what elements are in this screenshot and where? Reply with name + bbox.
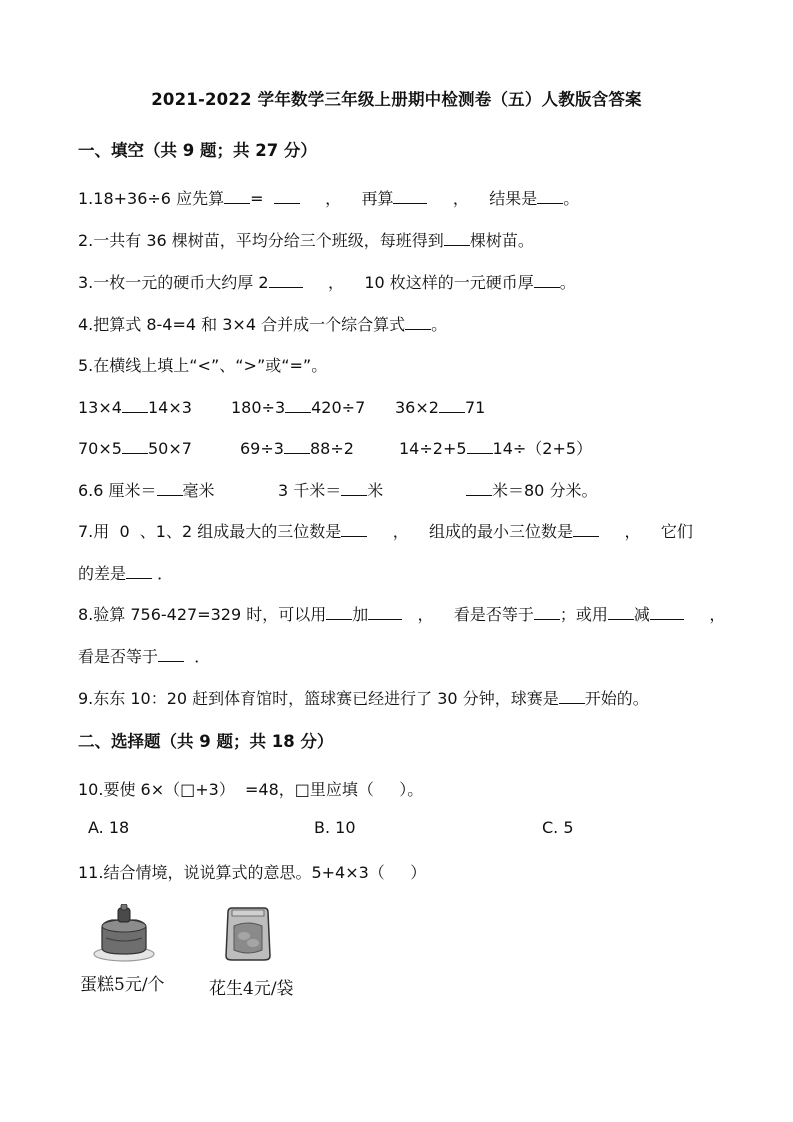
answer-blank[interactable]: [285, 395, 311, 413]
question-3: [78, 270, 576, 293]
q1-text-b: =: [250, 189, 264, 208]
compare-right: 14×3: [147, 398, 192, 417]
compare-item: [399, 436, 592, 459]
option-c[interactable]: C. 5: [542, 818, 574, 837]
question-9: [78, 686, 649, 709]
question-11: 11.结合情境，说说算式的意思。5+4×3（ ）: [78, 863, 427, 882]
cake-price-caption: 蛋糕5元/个: [80, 975, 165, 995]
answer-blank[interactable]: [368, 602, 402, 620]
q1-text-f: 结果是: [489, 189, 538, 208]
compare-left: 13×4: [78, 398, 122, 417]
q7-text-c: 组成的最小三位数是: [429, 522, 574, 541]
question-7: [78, 519, 693, 542]
q8-text-g: ，: [709, 605, 726, 624]
answer-blank[interactable]: [439, 395, 465, 413]
q8-text-a: 8.验算 756-427=329 时，可以用: [78, 605, 327, 624]
q1-text-a: 1.18+36÷6 应先算: [78, 189, 225, 208]
section-choice-heading: 二、选择题（共 9 题；共 18 分）: [78, 732, 334, 751]
compare-left: 36×2: [395, 398, 439, 417]
answer-blank[interactable]: [608, 602, 634, 620]
q3-text-b: ，: [327, 273, 344, 292]
q3-text-c: 10 枚这样的一元硬币厚: [364, 273, 534, 292]
q9-text-a: 9.东东 10：20 赶到体育馆时，篮球赛已经进行了 30 分钟，球赛是: [78, 689, 559, 708]
answer-blank[interactable]: [158, 644, 184, 662]
answer-blank[interactable]: [444, 228, 470, 246]
answer-blank[interactable]: [559, 686, 585, 704]
answer-blank[interactable]: [284, 436, 310, 454]
answer-blank[interactable]: [122, 395, 148, 413]
q4-text-b: 。: [431, 315, 448, 334]
q7-text-g: ．: [157, 564, 174, 583]
question-8: [78, 602, 725, 625]
q3-text-d: 。: [559, 273, 576, 292]
q7-text-e: 它们: [660, 522, 693, 541]
answer-blank[interactable]: [467, 436, 493, 454]
answer-blank[interactable]: [157, 478, 183, 496]
answer-blank[interactable]: [405, 312, 431, 330]
question-6-part-3: [466, 478, 597, 501]
q8-text-f: 减: [633, 605, 650, 624]
question-1: [78, 186, 579, 209]
compare-item: [240, 436, 354, 458]
question-10: 10.要使 6×（□+3） =48，□里应填（ ）。: [78, 780, 424, 799]
q6-unit: 毫米: [182, 481, 215, 500]
cake-image: [92, 904, 158, 966]
q6-unit: 米＝80 分米。: [492, 481, 598, 500]
q1-text-g: 。: [563, 189, 580, 208]
peanut-price-caption: 花生4元/袋: [209, 979, 294, 999]
q2-text-a: 2.一共有 36 棵树苗，平均分给三个班级，每班得到: [78, 231, 444, 250]
q6-unit: 米: [367, 481, 384, 500]
page-title: 2021-2022 学年数学三年级上册期中检测卷（五）人教版含答案: [151, 90, 642, 109]
option-a[interactable]: A. 18: [88, 818, 130, 837]
q7-text-a: 7.用 0 、1、2 组成最大的三位数是: [78, 522, 342, 541]
question-5: 5.在横线上填上“<”、“>”或“=”。: [78, 356, 328, 375]
answer-blank[interactable]: [534, 270, 560, 288]
compare-left: 69÷3: [240, 439, 284, 458]
q1-text-d: 再算: [361, 189, 394, 208]
q7-text-b: ，: [392, 522, 409, 541]
compare-item: [231, 395, 365, 417]
answer-blank[interactable]: [393, 186, 427, 204]
answer-blank[interactable]: [537, 186, 563, 204]
q1-text-c: ，: [325, 189, 342, 208]
q2-text-b: 棵树苗。: [469, 231, 534, 250]
q8-text-c: ，: [417, 605, 434, 624]
question-6-part-1: [78, 478, 215, 501]
section-fill-in-heading: 一、填空（共 9 题；共 27 分）: [78, 141, 317, 160]
answer-blank[interactable]: [341, 478, 367, 496]
answer-blank[interactable]: [224, 186, 250, 204]
q8-text-i: ．: [194, 647, 211, 666]
question-6-part-2: [278, 478, 383, 501]
answer-blank[interactable]: [126, 561, 152, 579]
q9-text-b: 开始的。: [584, 689, 649, 708]
answer-blank[interactable]: [573, 519, 599, 537]
q6-text: 6.6 厘米＝: [78, 481, 157, 500]
answer-blank[interactable]: [122, 436, 148, 454]
option-b[interactable]: B. 10: [314, 818, 356, 837]
compare-item: [78, 395, 192, 417]
q8-text-d: 看是否等于: [453, 605, 534, 624]
answer-blank[interactable]: [534, 602, 560, 620]
compare-item: [78, 436, 192, 458]
q8-text-b: 加: [352, 605, 369, 624]
compare-left: 14÷2+5: [399, 439, 467, 458]
answer-blank[interactable]: [341, 519, 367, 537]
compare-right: 50×7: [147, 439, 192, 458]
question-2: [78, 228, 534, 251]
q8-text-e: ；或用: [559, 605, 608, 624]
q1-text-e: ，: [452, 189, 469, 208]
answer-blank[interactable]: [326, 602, 352, 620]
answer-blank[interactable]: [274, 186, 300, 204]
compare-item: [395, 395, 485, 417]
question-4: [78, 312, 447, 335]
answer-blank[interactable]: [269, 270, 303, 288]
compare-right: 71: [464, 398, 486, 417]
peanut-bag-image: [224, 906, 272, 962]
compare-left: 70×5: [78, 439, 122, 458]
q7-text-f: 的差是: [78, 564, 127, 583]
answer-blank[interactable]: [466, 478, 492, 496]
q7-text-d: ，: [624, 522, 641, 541]
compare-left: 180÷3: [231, 398, 286, 417]
question-7-cont: [78, 561, 173, 584]
compare-right: 88÷2: [309, 439, 354, 458]
q8-text-h: 看是否等于: [78, 647, 159, 666]
answer-blank[interactable]: [650, 602, 684, 620]
compare-right: 420÷7: [311, 398, 366, 417]
question-8-cont: [78, 644, 210, 667]
q4-text-a: 4.把算式 8-4=4 和 3×4 合并成一个综合算式: [78, 315, 406, 334]
q6-text: 3 千米＝: [278, 481, 342, 500]
q3-text-a: 3.一枚一元的硬币大约厚 2: [78, 273, 269, 292]
compare-right: 14÷（2+5）: [492, 439, 593, 458]
